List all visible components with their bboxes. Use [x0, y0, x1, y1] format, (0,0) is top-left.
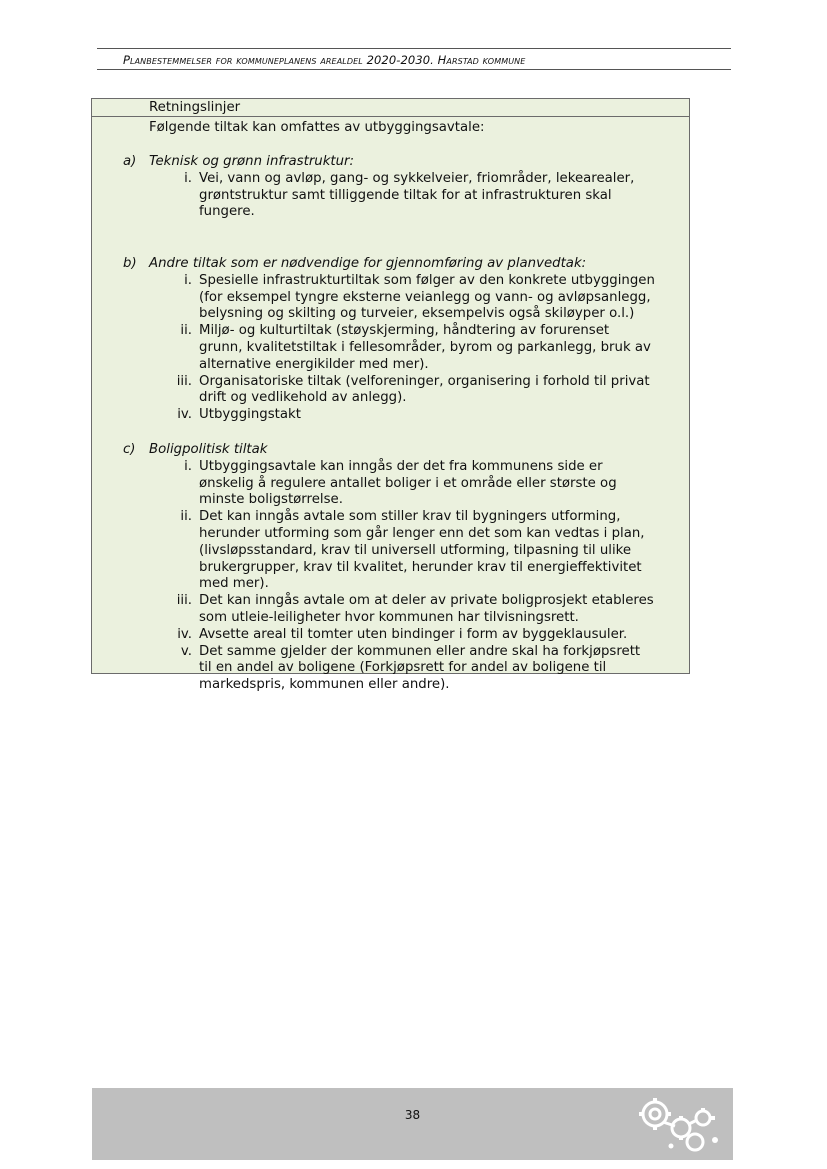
item-text: [199, 644, 679, 694]
item-number: i.: [184, 272, 192, 288]
item-text: [199, 323, 679, 373]
item-text-line: (for eksempel tyngre eksterne veianlegg og vann- og avløpsanlegg,: [199, 289, 651, 305]
item-number: iii.: [176, 373, 192, 389]
item-text-line: som utleie-leiligheter hvor kommunen har tilvisningsrett.: [199, 609, 579, 625]
item-text-line: grøntstruktur samt tilliggende tiltak for at infrastrukturen skal: [199, 187, 612, 203]
item-text-line: herunder utforming som går lenger enn det som kan vedtas i plan,: [199, 525, 645, 541]
intro-text: Følgende tiltak kan omfattes av utbyggingsavtale:: [149, 120, 485, 135]
section-title: Andre tiltak som er nødvendige for gjennomføring av planvedtak:: [149, 256, 587, 271]
item-number: iv.: [177, 626, 192, 642]
section-letter: c): [123, 442, 136, 457]
item-text-line: minste boligstørrelse.: [199, 492, 343, 508]
item-number: ii.: [180, 509, 192, 525]
item-text-line: Det samme gjelder der kommunen eller andre skal ha forkjøpsrett: [199, 643, 641, 659]
item-text-line: Avsette areal til tomter uten bindinger i form av byggeklausuler.: [199, 626, 628, 642]
item-text-line: brukergrupper, krav til kvalitet, herunder krav til energieffektivitet: [199, 559, 642, 575]
section-title: Teknisk og grønn infrastruktur:: [149, 154, 355, 169]
item-text-line: Organisatoriske tiltak (velforeninger, organisering i forhold til privat: [199, 373, 650, 389]
item-text-line: Det kan inngås avtale som stiller krav til bygningers utforming,: [199, 509, 621, 525]
item-text-line: markedspris, kommunen eller andre).: [199, 677, 450, 693]
page-header: [97, 48, 731, 70]
item-text-line: Utbyggingsavtale kan inngås der det fra kommunens side er: [199, 458, 603, 474]
section-letter: b): [123, 256, 137, 271]
item-text-line: med mer).: [199, 576, 269, 592]
item-text-line: Utbyggingstakt: [199, 407, 301, 423]
item-text: [199, 171, 679, 221]
item-text-line: Det kan inngås avtale om at deler av private boligprosjekt etableres: [199, 593, 654, 609]
item-text-line: fungere.: [199, 204, 255, 220]
item-text: [199, 627, 679, 644]
item-text-line: Spesielle infrastrukturtiltak som følger av den konkrete utbyggingen: [199, 272, 655, 288]
gears-logo-icon: [633, 1092, 725, 1156]
item-text: [199, 407, 679, 424]
item-text-line: belysning og skilting og turveier, eksempelvis også skiløyper o.l.): [199, 306, 635, 322]
section-letter: a): [123, 154, 137, 169]
item-number: i.: [184, 458, 192, 474]
item-text: [199, 459, 679, 509]
item-number: v.: [180, 643, 192, 659]
item-text-line: til en andel av boligene (Forkjøpsrett for andel av boligene til: [199, 660, 607, 676]
page-footer: [92, 1088, 733, 1160]
item-text: [199, 593, 679, 627]
item-text: [199, 509, 679, 593]
box-heading-row: [92, 99, 689, 117]
item-text: [199, 273, 679, 323]
header-title: Planbestemmelser for kommuneplanens arealdel 2020-2030. Harstad kommune: [123, 53, 526, 67]
item-text-line: (livsløpsstandard, krav til universell utforming, tilpasning til ulike: [199, 542, 632, 558]
item-number: iii.: [176, 593, 192, 609]
item-number: ii.: [180, 323, 192, 339]
item-text-line: drift og vedlikehold av anlegg).: [199, 390, 407, 406]
item-number: iv.: [177, 407, 192, 423]
item-text-line: Miljø- og kulturtiltak (støyskjerming, håndtering av forurenset: [199, 323, 610, 339]
section-title: Boligpolitisk tiltak: [149, 442, 268, 457]
item-text-line: Vei, vann og avløp, gang- og sykkelveier, friområder, lekearealer,: [199, 170, 635, 186]
item-text-line: ønskelig å regulere antallet boliger i et område eller største og: [199, 475, 617, 491]
item-number: i.: [184, 170, 192, 186]
item-text-line: alternative energikilder med mer).: [199, 356, 429, 372]
page-number: 38: [404, 1108, 421, 1122]
item-text-line: grunn, kvalitetstiltak i fellesområder, byrom og parkanlegg, bruk av: [199, 339, 651, 355]
guidelines-box: [91, 98, 690, 693]
box-heading: Retningslinjer: [149, 100, 241, 115]
item-text: [199, 374, 679, 408]
